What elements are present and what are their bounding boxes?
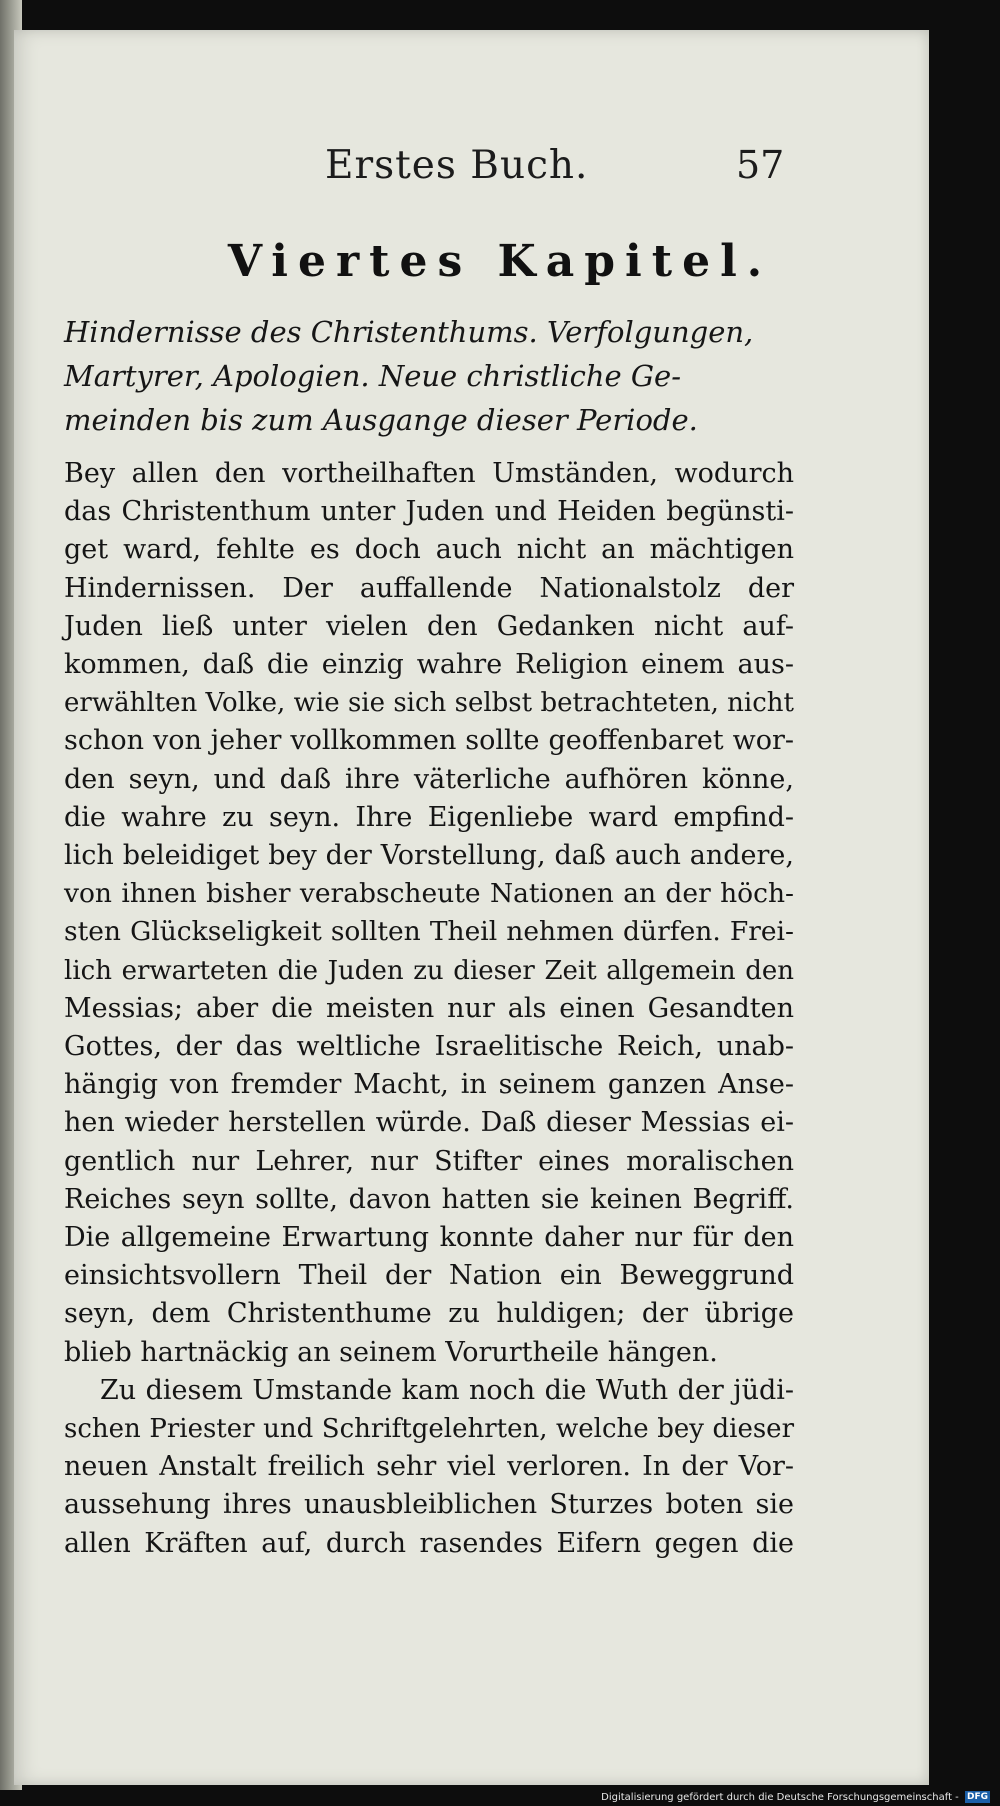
text-line: Hindernissen. Der auffallende Nationalstolz der <box>64 572 794 604</box>
text-line: sten Glückseligkeit sollten Theil nehmen dürfen. Frei- <box>64 916 794 948</box>
credit-text: Digitalisierung gefördert durch die Deutsche Forschungsgemeinschaft - <box>601 1792 959 1803</box>
summary-line: meinden bis zum Ausgange dieser Periode. <box>64 403 698 437</box>
dfg-logo: DFG <box>966 1792 988 1802</box>
text-line: blieb hartnäckig an seinem Vorurtheile hängen. <box>64 1336 718 1368</box>
text-line: die wahre zu seyn. Ihre Eigenliebe ward empfind- <box>64 801 794 833</box>
text-line: aussehung ihres unausbleiblichen Sturzes boten sie <box>64 1489 794 1521</box>
page-number: 57 <box>736 143 785 187</box>
summary-line: Martyrer, Apologien. Neue christliche Ge- <box>64 359 682 393</box>
summary-line: Hindernisse des Christenthums. Verfolgungen, <box>64 315 754 349</box>
text-line: hängig von fremder Macht, in seinem ganzen Anse- <box>64 1069 794 1101</box>
text-line: schon von jeher vollkommen sollte geoffenbaret wor- <box>64 725 794 757</box>
text-line: get ward, fehlte es doch auch nicht an mächtigen <box>64 534 794 566</box>
text-line: seyn, dem Christenthume zu huldigen; der übrige <box>64 1298 794 1330</box>
paragraph-2 <box>64 1372 794 1563</box>
text-line: von ihnen bisher verabscheute Nationen an der höch- <box>64 878 794 910</box>
text-line: lich erwarteten die Juden zu dieser Zeit allgemein den <box>64 955 794 986</box>
text-line: erwählten Volke, wie sie sich selbst betrachteten, nicht <box>64 688 794 719</box>
digitization-credit <box>601 1790 990 1806</box>
text-line: den seyn, und daß ihre väterliche aufhören könne, <box>64 763 794 795</box>
text-line: Gottes, der das weltliche Israelitische Reich, unab- <box>64 1031 794 1063</box>
text-line: Bey allen den vortheilhaften Umständen, wodurch <box>64 458 794 489</box>
text-line: Die allgemeine Erwartung konnte daher nur für den <box>64 1222 794 1254</box>
text-line: lich beleidiget bey der Vorstellung, daß auch andere, <box>64 840 794 872</box>
chapter-heading: Viertes Kapitel. <box>227 236 773 287</box>
text-line: das Christenthum unter Juden und Heiden begünsti- <box>64 496 794 528</box>
text-line: gentlich nur Lehrer, nur Stifter eines moralischen <box>64 1145 794 1177</box>
body-text <box>64 455 794 1563</box>
chapter-summary <box>64 310 794 442</box>
text-line: Zu diesem Umstande kam noch die Wuth der jüdi- <box>100 1374 794 1406</box>
text-line: allen Kräften auf, durch rasendes Eifern gegen die <box>64 1527 794 1559</box>
text-line: hen wieder herstellen würde. Daß dieser Messias ei- <box>64 1107 794 1139</box>
running-head: Erstes Buch. <box>325 143 589 188</box>
text-line: schen Priester und Schriftgelehrten, welche bey dieser <box>64 1414 794 1445</box>
paragraph-1 <box>64 455 794 1372</box>
text-line: Juden ließ unter vielen den Gedanken nicht auf- <box>64 610 794 642</box>
text-line: einsichtsvollern Theil der Nation ein Beweggrund <box>64 1260 794 1292</box>
text-line: Reiches seyn sollte, davon hatten sie keinen Begriff. <box>64 1183 794 1215</box>
text-line: kommen, daß die einzig wahre Religion einem aus- <box>64 649 794 681</box>
text-line: neuen Anstalt freilich sehr viel verloren. In der Vor- <box>64 1451 794 1483</box>
text-line: Messias; aber die meisten nur als einen Gesandten <box>64 992 794 1024</box>
